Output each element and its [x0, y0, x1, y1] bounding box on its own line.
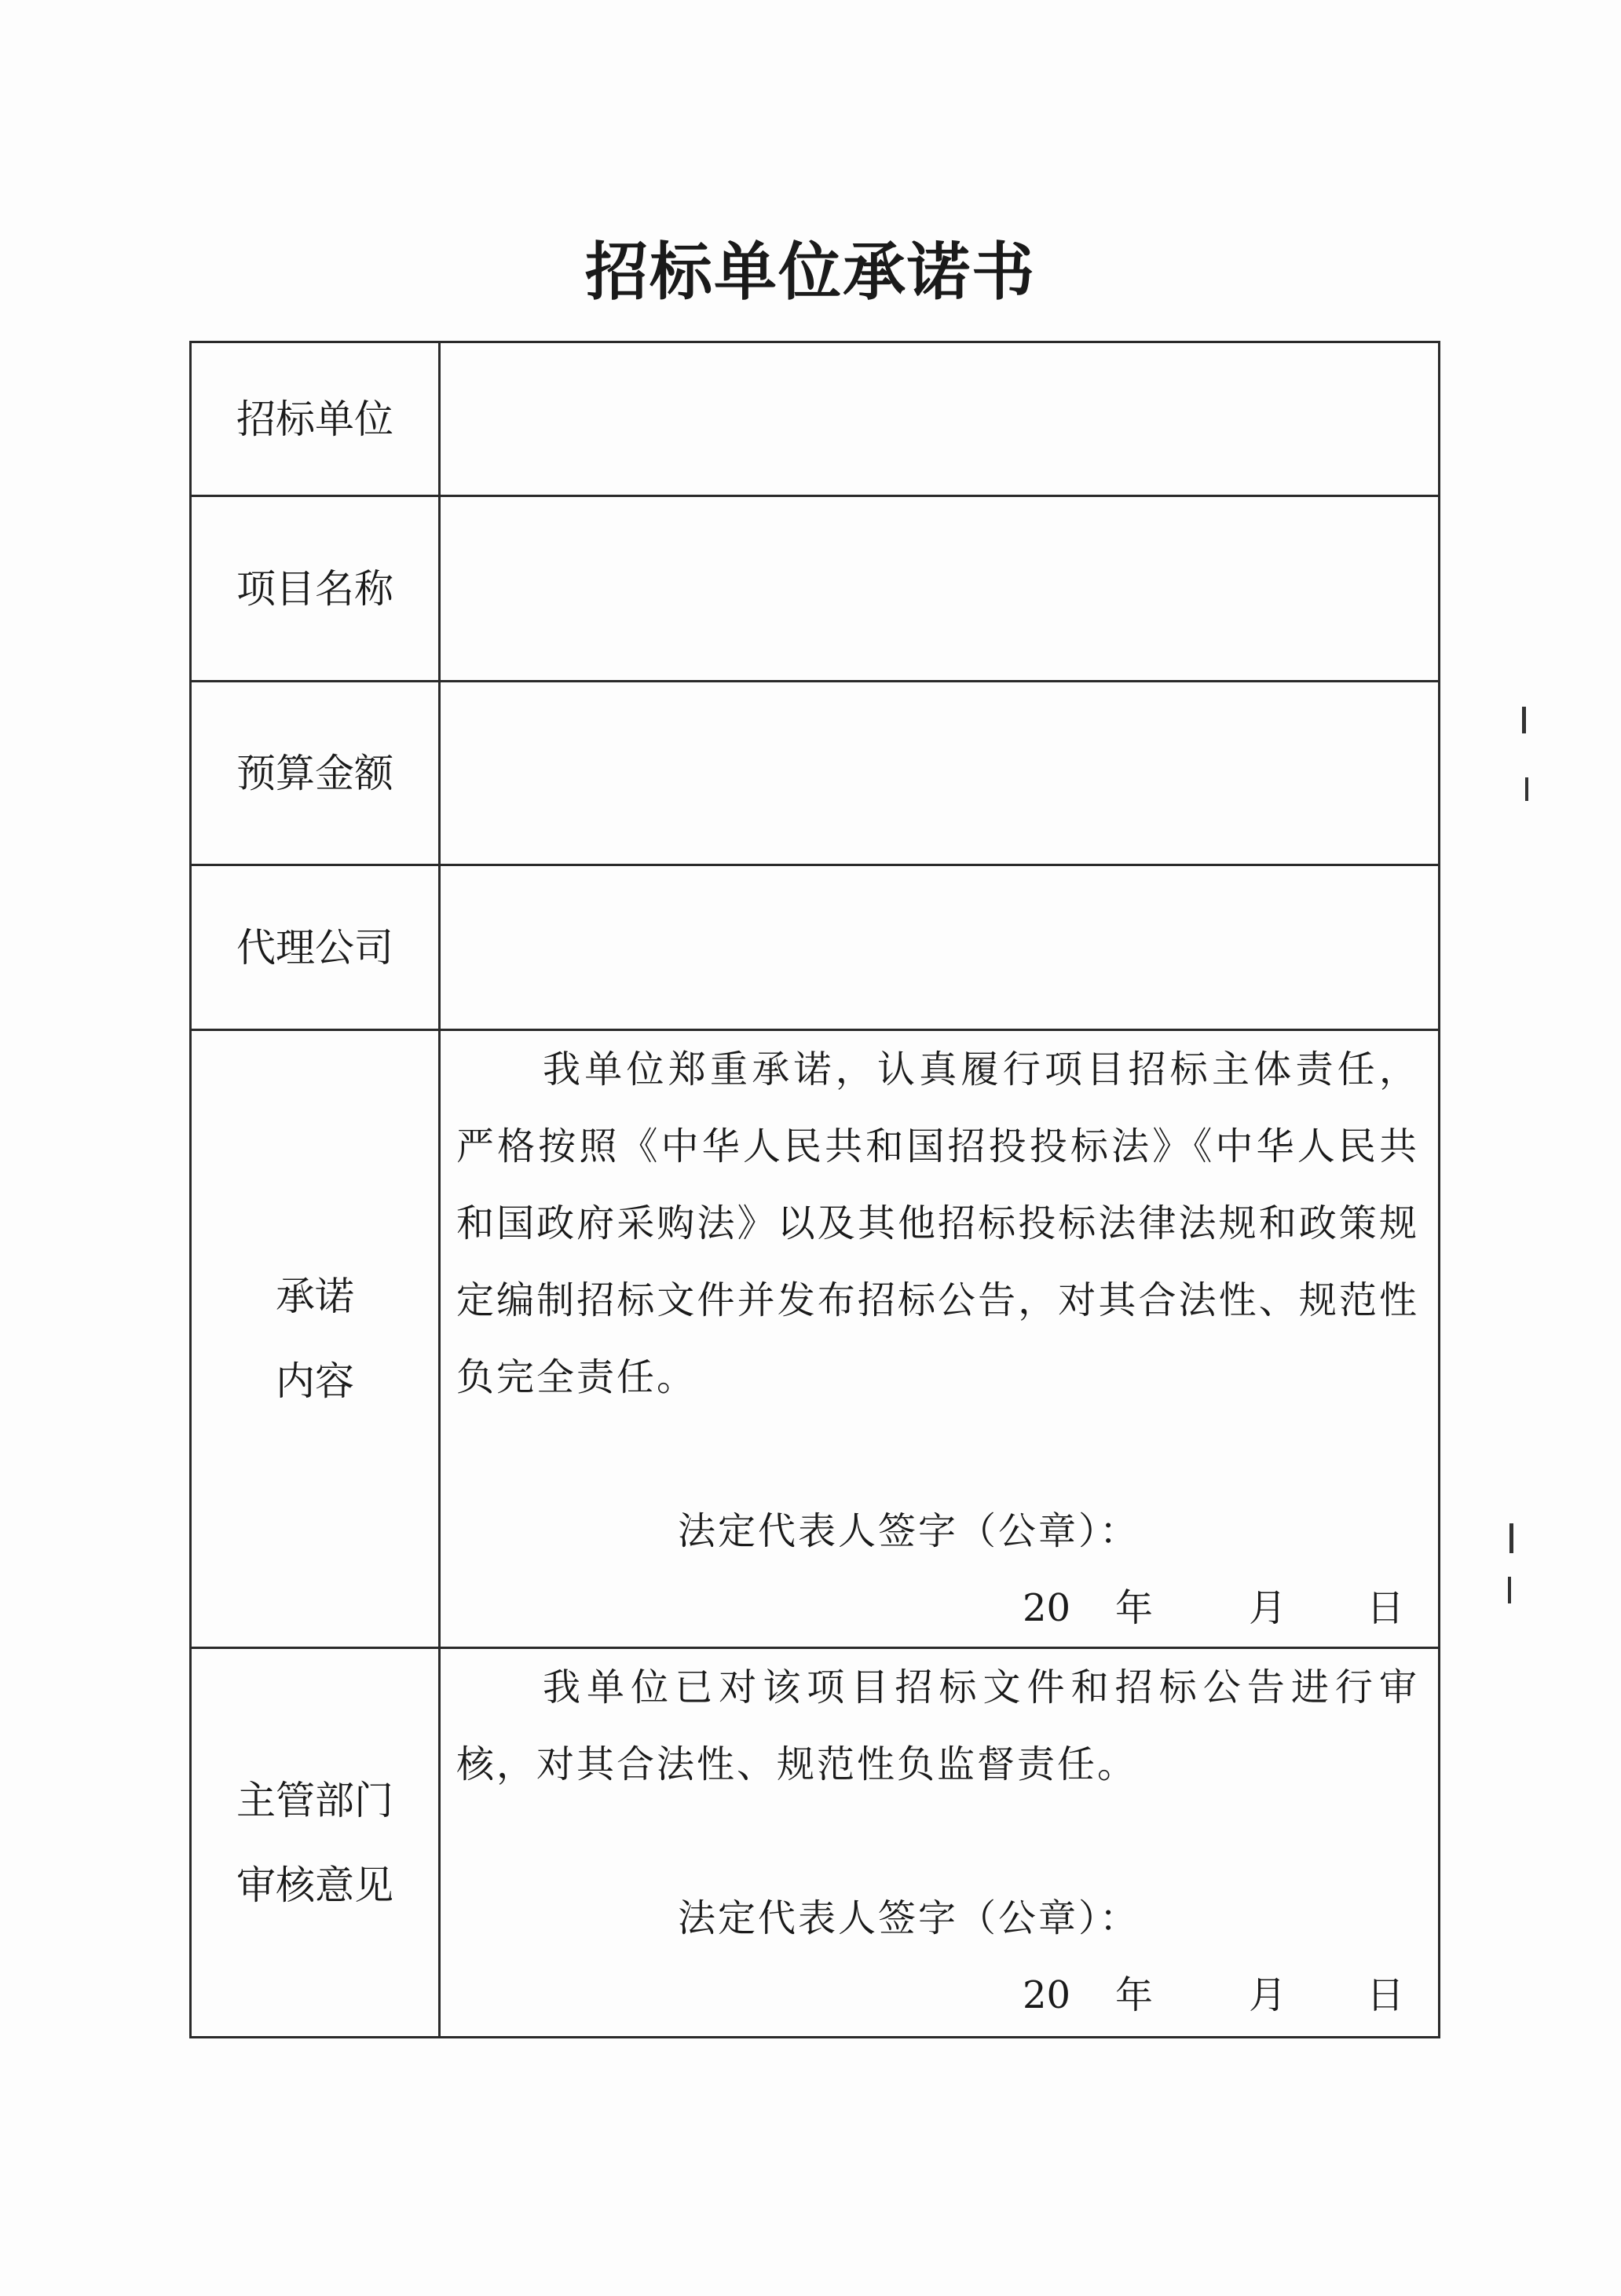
table-row [191, 1030, 1440, 1648]
review-date-line [441, 1957, 1438, 2034]
project-name-label: 项目名称 [191, 496, 440, 682]
review-label-line2: 审核意见 [236, 1862, 393, 1908]
commitment-label-line1: 承诺 [276, 1274, 354, 1319]
commitment-label-line2: 内容 [276, 1358, 354, 1404]
date-month-label: 月 [1249, 1586, 1287, 1630]
tender-unit-label: 招标单位 [191, 342, 440, 496]
review-signature-label: 法定代表人签字（公章）： [678, 1896, 1140, 1940]
scan-mark [1525, 777, 1528, 801]
commitment-form-table [189, 341, 1440, 2038]
document-title: 招标单位承诺书 [585, 235, 1036, 309]
date-month-label: 月 [1249, 1973, 1287, 2017]
review-label-line1: 主管部门 [236, 1777, 393, 1823]
table-row [191, 865, 1440, 1030]
agency-company-field[interactable] [440, 865, 1440, 1030]
commitment-label [191, 1030, 440, 1648]
review-label [191, 1648, 440, 2038]
scan-mark [1522, 707, 1526, 733]
scan-mark [1508, 1577, 1511, 1603]
date-day-label: 日 [1367, 1586, 1405, 1630]
table-row [191, 342, 1440, 496]
spacer [441, 1416, 1438, 1493]
date-century: 20 [1023, 1586, 1071, 1630]
table-row [191, 496, 1440, 682]
review-text: 我单位已对该项目招标文件和招标公告进行审核，对其合法性、规范性负监督责任。 [456, 1665, 1419, 1786]
scan-mark [1509, 1523, 1513, 1553]
budget-amount-label: 预算金额 [191, 682, 440, 865]
commitment-signature-label: 法定代表人签字（公章）： [678, 1509, 1140, 1553]
date-century: 20 [1023, 1973, 1071, 2017]
review-content [440, 1648, 1440, 2038]
tender-unit-field[interactable] [440, 342, 1440, 496]
spacer [441, 1803, 1438, 1880]
table-row [191, 1648, 1440, 2038]
project-name-field[interactable] [440, 496, 1440, 682]
date-year-label: 年 [1115, 1586, 1154, 1630]
commitment-text: 我单位郑重承诺，认真履行项目招标主体责任，严格按照《中华人民共和国招投投标法》《中华人民共和国政府采购法》以及其他招标投标法律法规和政策规定编制招标文件并发布招标公告，对其合法性、规范性负完全责任。 [456, 1047, 1419, 1399]
commitment-date-line [441, 1570, 1438, 1647]
agency-company-label: 代理公司 [191, 865, 440, 1030]
date-day-label: 日 [1367, 1973, 1405, 2017]
commitment-content [440, 1030, 1440, 1648]
budget-amount-field[interactable] [440, 682, 1440, 865]
date-year-label: 年 [1115, 1973, 1154, 2017]
table-row [191, 682, 1440, 865]
